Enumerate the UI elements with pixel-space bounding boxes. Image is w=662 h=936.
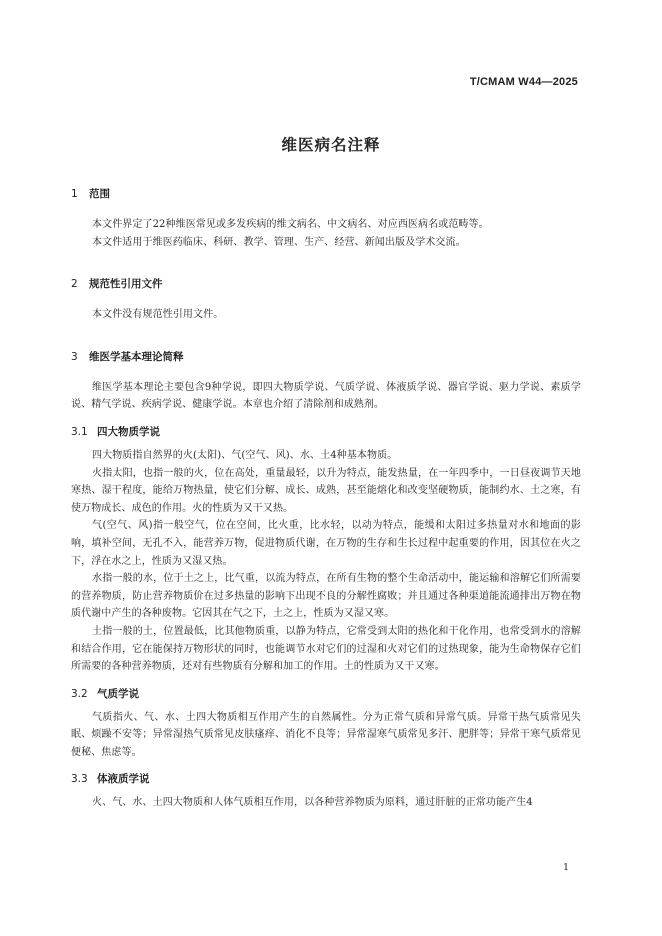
subsection-number: 3.1 — [71, 425, 88, 438]
paragraph: 火、气、水、土四大物质和人体气质相互作用，以各种营养物质为原料，通过肝脏的正常功能产生4 — [92, 797, 533, 809]
subsection-number: 3.3 — [71, 773, 88, 786]
paragraph: 气质指火、气、水、土四大物质相互作用产生的自然属性。分为正常气质和异常气质。异常干热气质常见失眠、烦躁不安等；异常湿热气质常见皮肤瘙痒、消化不良等；异常湿寒气质常见多汗、肥胖等；异常干寒气质常见便秘、焦虑等。 — [71, 711, 581, 758]
document-title: 维医病名注释 — [281, 136, 381, 154]
subsection-title: 四大物质学说 — [97, 425, 160, 438]
paragraph: 四大物质指自然界的火(太阳)、气(空气、风)、水、土4种基本物质。 — [92, 449, 398, 461]
paragraph: 维医学基本理论主要包含9种学说，即四大物质学说、气质学说、体液质学说、器官学说、驱力学说、素质学说、精气学说、疾病学说、健康学说。本章也介绍了清除剂和成熟剂。 — [71, 381, 581, 411]
section-1-heading — [71, 186, 581, 201]
paragraph: 土指一般的土，位置最低，比其他物质重，以静为特点，它常受到太阳的热化和干化作用，也常受到水的溶解和结合作用，它在能保持万物形状的同时，也能调节水对它们的过湿和火对它们的过热现象，能为生命物保存它们所需要的各种营养物质，还对有些物质有分解和加工的作用。土的性质为又干又寒。 — [71, 625, 581, 673]
paragraph: 本文件适用于维医药临床、科研、教学、管理、生产、经营、新闻出版及学术交流。 — [92, 236, 466, 248]
paragraph: 本文件界定了22种维医常见或多发疾病的维文病名、中文病名、对应西医病名或范畴等。 — [92, 219, 489, 230]
paragraph: 水指一般的水，位于土之上，比气重，以流为特点，在所有生物的整个生命活动中，能运输和溶解它们所需要的营养物质，防止营养物质价在过多热量的影响下出现不良的分解性腐败；并且通过各种渠道能流通排出万物在物质代谢中产生的各种废物。它因其在气之下，土之上，性质为又湿又寒。 — [71, 573, 581, 620]
document-body — [71, 186, 581, 812]
section-number: 2 — [71, 278, 78, 291]
subsection-title: 气质学说 — [97, 687, 139, 700]
subsection-3-2-heading — [71, 686, 581, 701]
section-number: 3 — [71, 350, 78, 363]
subsection-number: 3.2 — [71, 687, 88, 700]
section-title: 维医学基本理论简释 — [89, 350, 184, 363]
paragraph: 气(空气、风)指一般空气，位在空间，比火重，比水轻，以动为特点，能缓和太阳过多热量对水和地面的影响，填补空间，无孔不入，能营养万物，促进物质代谢，在万物的生存和生长过程中起重要的作用，因其位在火之下，浮在水之上，性质为又湿又热。 — [71, 520, 581, 567]
page-number: 1 — [562, 862, 569, 873]
paragraph: 火指太阳，也指一般的火，位在高处，重量最轻，以升为特点，能发热量，在一年四季中，一日昼夜调节天地寒热、湿干程度，能给万物热量，使它们分解、成长、成熟，甚至能熔化和改变坚硬物质，能制约水、土之寒，有使万物成长、成色的作用。火的性质为又干又热。 — [71, 467, 581, 514]
section-2-heading — [71, 276, 581, 291]
subsection-3-1-heading — [71, 424, 581, 439]
subsection-3-3-heading — [71, 771, 581, 786]
section-3-heading — [71, 349, 581, 364]
subsection-title: 体液质学说 — [97, 773, 150, 786]
paragraph: 本文件没有规范性引用文件。 — [92, 309, 224, 321]
section-number: 1 — [71, 188, 78, 200]
section-title: 规范性引用文件 — [89, 278, 163, 291]
section-title: 范围 — [89, 188, 110, 200]
standard-code: T/CMAM W44—2025 — [469, 76, 578, 88]
